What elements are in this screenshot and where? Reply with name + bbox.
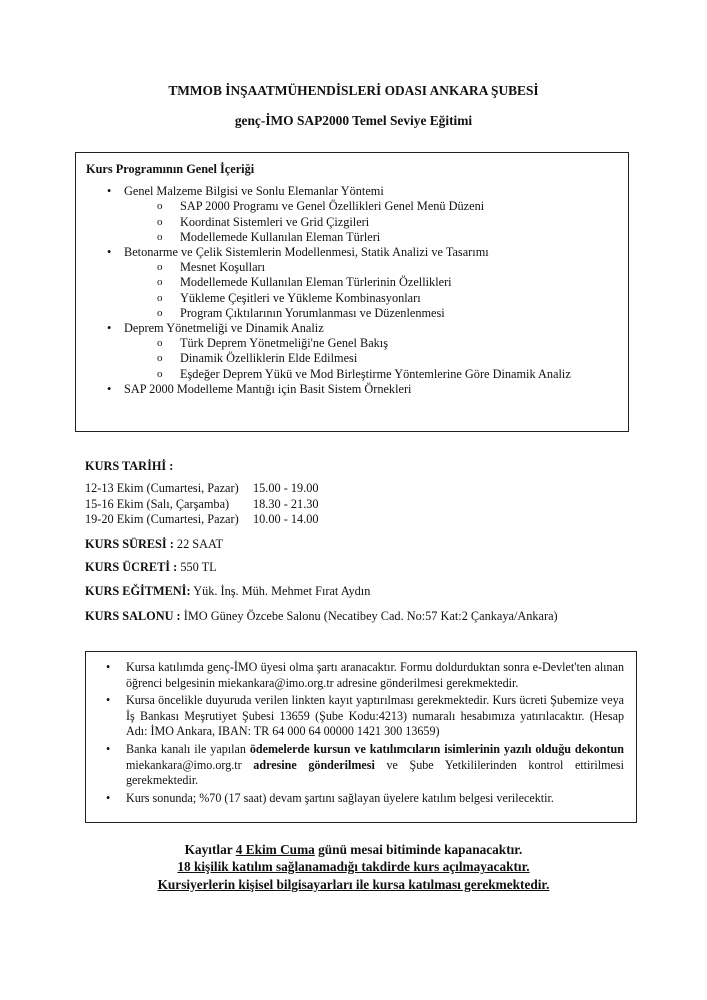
date-time: 10.00 - 14.00: [253, 512, 319, 526]
program-section: • SAP 2000 Modelleme Mantığı için Basit Sistem Örnekleri: [86, 382, 618, 397]
program-box: [75, 152, 629, 432]
footer-line: 18 kişilik katılım sağlanamadığı takdirde kurs açılmayacaktır.: [177, 859, 530, 875]
org-title: TMMOB İNŞAATMÜHENDİSLERİ ODASI ANKARA ŞUBESİ: [168, 83, 539, 98]
program-item: o Dinamik Özelliklerin Elde Edilmesi: [86, 351, 618, 366]
program-item: o SAP 2000 Programı ve Genel Özellikleri Genel Menü Düzeni: [86, 199, 618, 214]
program-item: o Türk Deprem Yönetmeliği'ne Genel Bakış: [86, 336, 618, 351]
venue-value: İMO Güney Özcebe Salonu (Necatibey Cad. No:57 Kat:2 Çankaya/Ankara): [183, 609, 558, 623]
note-item: • Kurs sonunda; %70 (17 saat) devam şartını sağlayan üyelere katılım belgesi verilecektir.: [98, 791, 624, 807]
instructor-value: Yük. İnş. Müh. Mehmet Fırat Aydın: [193, 584, 371, 598]
footer-text: Kayıtlar: [184, 842, 236, 857]
program-item: o Eşdeğer Deprem Yükü ve Mod Birleştirme Yöntemlerine Göre Dinamik Analiz: [86, 367, 618, 382]
venue-line: [85, 609, 558, 624]
program-section: • Deprem Yönetmeliği ve Dinamik Analiz: [86, 321, 618, 336]
footer-line: Kursiyerlerin kişisel bilgisayarları ile kursa katılması gerekmektedir.: [157, 876, 550, 892]
instructor-label: KURS EĞİTMENİ:: [85, 584, 191, 598]
notes-box: [85, 651, 637, 823]
footer-notice: [0, 841, 707, 893]
program-section: • Betonarme ve Çelik Sistemlerin Modellenmesi, Statik Analizi ve Tasarımı: [86, 245, 618, 260]
program-item: o Yükleme Çeşitleri ve Yükleme Kombinasyonları: [86, 291, 618, 306]
dates-list: [85, 481, 319, 528]
fee-value: 550 TL: [180, 560, 217, 574]
course-title: genç-İMO SAP2000 Temel Seviye Eğitimi: [234, 113, 473, 128]
fee-line: [85, 560, 217, 575]
program-item: o Modellemede Kullanılan Eleman Türleri: [86, 230, 618, 245]
note-text: Banka kanalı ile yapılan: [126, 741, 250, 756]
date-row: [85, 481, 319, 497]
deadline-date: 4 Ekim Cuma: [235, 842, 315, 857]
fee-label: KURS ÜCRETİ :: [85, 560, 178, 574]
program-item: o Modellemede Kullanılan Eleman Türlerinin Özellikleri: [86, 275, 618, 290]
duration-value: 22 SAAT: [176, 537, 224, 551]
program-title: Kurs Programının Genel İçeriği: [86, 162, 255, 176]
instructor-line: [85, 584, 370, 599]
program-item: o Koordinat Sistemleri ve Grid Çizgileri: [86, 215, 618, 230]
program-item: o Mesnet Koşulları: [86, 260, 618, 275]
note-emphasis: ödemelerde kursun ve katılımcıların isimlerinin yazılı olduğu dekontun: [249, 741, 624, 756]
duration-line: [85, 537, 223, 552]
note-email: miekankara@imo.org.tr: [126, 757, 254, 772]
duration-label: KURS SÜRESİ :: [85, 537, 174, 551]
note-item: • Kursa öncelikle duyuruda verilen linkten kayıt yaptırılması gerekmektedir. Kurs ücreti Şubemize veya İş Bankası Meşrutiyet Şubesi 13659 (Şube Kodu:4213) numaralı hesabımıza yatırılacaktır. (Hesap Adı: İMO Ankara, IBAN: TR 64 000 64 00000 1421 300 13659): [98, 693, 624, 740]
date-row: [85, 512, 319, 528]
date-row: [85, 497, 319, 513]
program-item: o Program Çıktılarının Yorumlanması ve Düzenlenmesi: [86, 306, 618, 321]
note-text: ve Şube Yetkililerinden kontrol ettirilmesi gerekmektedir.: [126, 757, 624, 788]
note-item: [98, 742, 624, 789]
date-day: 15-16 Ekim (Salı, Çarşamba): [85, 496, 230, 511]
date-time: 18.30 - 21.30: [253, 496, 319, 511]
footer-line: [0, 841, 707, 858]
note-emphasis: adresine gönderilmesi: [253, 757, 375, 772]
footer-text: günü mesai bitiminde kapanacaktır.: [314, 842, 523, 857]
program-section: • Genel Malzeme Bilgisi ve Sonlu Elemanlar Yöntemi: [86, 184, 618, 199]
note-item: • Kursa katılımda genç-İMO üyesi olma şartı aranacaktır. Formu doldurduktan sonra e-Devlet'ten alınan öğrenci belgesinin miekankara@imo.org.tr adresine gönderilmesi gerekmektedir.: [98, 660, 624, 691]
date-day: 19-20 Ekim (Cumartesi, Pazar): [85, 512, 239, 526]
date-day: 12-13 Ekim (Cumartesi, Pazar): [85, 481, 239, 495]
date-time: 15.00 - 19.00: [253, 481, 319, 495]
venue-label: KURS SALONU :: [85, 609, 181, 623]
dates-label: KURS TARİHİ :: [85, 459, 174, 473]
